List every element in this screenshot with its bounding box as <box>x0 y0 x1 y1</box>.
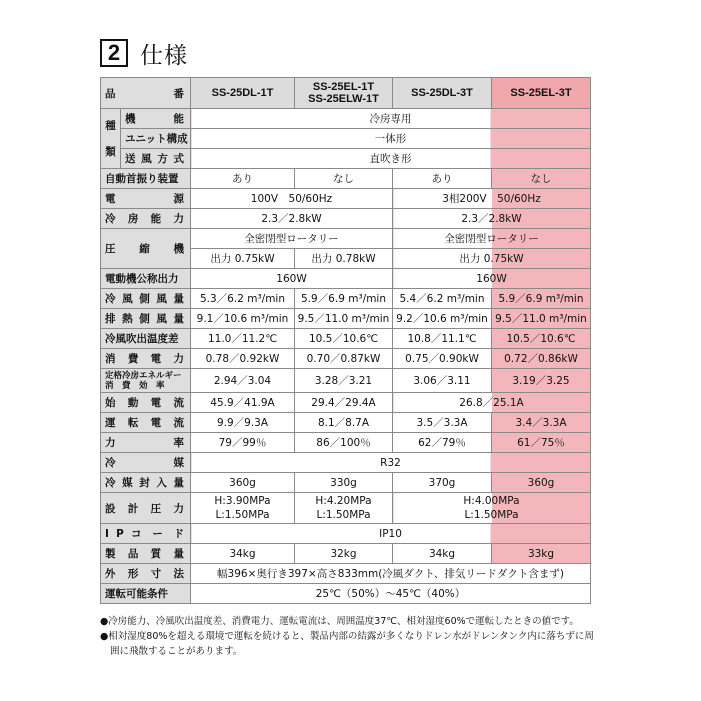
table-row <box>101 413 591 433</box>
model-label: 品 番 <box>101 78 191 109</box>
table-row <box>101 329 591 349</box>
model-3: SS-25DL-3T <box>393 78 492 109</box>
motor-value: 160W <box>191 269 393 289</box>
temp-diff-value: 11.0／11.2℃ <box>191 329 295 349</box>
exhaust-value: 9.1／10.6 m³/min <box>191 309 295 329</box>
model-2a: SS-25EL-1T <box>312 81 375 93</box>
table-row <box>101 453 591 473</box>
pressure-low: L:1.50MPa <box>464 509 519 521</box>
table-row <box>101 393 591 413</box>
swing-value: なし <box>295 169 393 189</box>
mass-value: 34kg <box>393 544 492 564</box>
cold-air-label: 冷 風 側 風 量 <box>101 289 191 309</box>
cold-air-value: 5.3／6.2 m³/min <box>191 289 295 309</box>
table-row <box>101 229 591 249</box>
table-row <box>101 544 591 564</box>
power-factor-value: 79／99％ <box>191 433 295 453</box>
start-current-value: 29.4／29.4A <box>295 393 393 413</box>
power-value: 100V 50/60Hz <box>191 189 393 209</box>
mass-value: 33kg <box>492 544 591 564</box>
table-row <box>101 433 591 453</box>
table-row <box>101 209 591 229</box>
table-row <box>101 524 591 544</box>
spec-table <box>100 77 591 604</box>
compressor-type: 全密閉型ロータリー <box>393 229 591 249</box>
charge-value: 360g <box>492 473 591 493</box>
footnote: ●相対湿度80%を超える環境で運転を続けると、製品内部の結露が多くなりドレン水がドレンタンク内に落ちずに周囲に飛散することがあります。 <box>100 631 594 657</box>
consumption-value: 0.72／0.86kW <box>492 349 591 369</box>
kind-char-2: 類 <box>105 145 116 158</box>
table-row <box>101 309 591 329</box>
table-row <box>101 269 591 289</box>
cold-air-value: 5.4／6.2 m³/min <box>393 289 492 309</box>
cold-air-value: 5.9／6.9 m³/min <box>295 289 393 309</box>
run-current-value: 9.9／9.3A <box>191 413 295 433</box>
table-row <box>101 349 591 369</box>
table-row <box>101 149 591 169</box>
pressure-value <box>295 493 393 524</box>
power-factor-value: 86／100％ <box>295 433 393 453</box>
charge-label: 冷 媒 封 入 量 <box>101 473 191 493</box>
consumption-value: 0.78／0.92kW <box>191 349 295 369</box>
run-current-value: 3.5／3.3A <box>393 413 492 433</box>
charge-value: 360g <box>191 473 295 493</box>
model-2b: SS-25ELW-1T <box>308 93 379 105</box>
airflow-value: 直吹き形 <box>191 149 591 169</box>
swing-value: あり <box>191 169 295 189</box>
temp-diff-value: 10.5／10.6℃ <box>492 329 591 349</box>
power-factor-value: 62／79％ <box>393 433 492 453</box>
pressure-high: H:3.90MPa <box>214 495 271 507</box>
compressor-output: 出力 0.75kW <box>393 249 591 269</box>
ip-label: I P コ ー ド <box>101 524 191 544</box>
table-row <box>101 169 591 189</box>
swing-label: 自動首振り装置 <box>101 169 191 189</box>
model-4: SS-25EL-3T <box>492 78 591 109</box>
table-row <box>101 129 591 149</box>
temp-diff-label: 冷風吹出温度差 <box>101 329 191 349</box>
power-label: 電 源 <box>101 189 191 209</box>
start-current-label: 始 動 電 流 <box>101 393 191 413</box>
table-row <box>101 473 591 493</box>
run-current-label: 運 転 電 流 <box>101 413 191 433</box>
consumption-value: 0.75／0.90kW <box>393 349 492 369</box>
efficiency-value: 3.28／3.21 <box>295 369 393 393</box>
kind-char-1: 種 <box>105 119 116 132</box>
run-current-value: 8.1／8.7A <box>295 413 393 433</box>
efficiency-value: 3.06／3.11 <box>393 369 492 393</box>
kind-label <box>101 109 121 169</box>
section-number: 2 <box>100 39 128 67</box>
mass-value: 32kg <box>295 544 393 564</box>
swing-value: なし <box>492 169 591 189</box>
capacity-value: 2.3／2.8kW <box>393 209 591 229</box>
table-row <box>101 493 591 524</box>
model-1: SS-25DL-1T <box>191 78 295 109</box>
pressure-high: H:4.20MPa <box>315 495 372 507</box>
charge-value: 330g <box>295 473 393 493</box>
charge-value: 370g <box>393 473 492 493</box>
dimension-label: 外 形 寸 法 <box>101 564 191 584</box>
efficiency-value: 3.19／3.25 <box>492 369 591 393</box>
start-current-value: 45.9／41.9A <box>191 393 295 413</box>
compressor-output: 出力 0.78kW <box>295 249 393 269</box>
table-row <box>101 109 591 129</box>
table-row <box>101 584 591 604</box>
temp-diff-value: 10.5／10.6℃ <box>295 329 393 349</box>
pressure-low: L:1.50MPa <box>215 509 270 521</box>
consumption-label: 消 費 電 力 <box>101 349 191 369</box>
pressure-label: 設 計 圧 力 <box>101 493 191 524</box>
refrigerant-value: R32 <box>191 453 591 473</box>
compressor-output: 出力 0.75kW <box>191 249 295 269</box>
condition-label: 運転可能条件 <box>101 584 191 604</box>
efficiency-value: 2.94／3.04 <box>191 369 295 393</box>
mass-value: 34kg <box>191 544 295 564</box>
pressure-low: L:1.50MPa <box>316 509 371 521</box>
ip-value: IP10 <box>191 524 591 544</box>
capacity-label: 冷 房 能 力 <box>101 209 191 229</box>
function-value: 冷房専用 <box>191 109 591 129</box>
compressor-type: 全密閉型ロータリー <box>191 229 393 249</box>
table-row <box>101 189 591 209</box>
run-current-value: 3.4／3.3A <box>492 413 591 433</box>
start-current-value: 26.8／25.1A <box>393 393 591 413</box>
table-row <box>101 564 591 584</box>
motor-value: 160W <box>393 269 591 289</box>
efficiency-label-1: 定格冷房エネルギー <box>105 370 182 381</box>
cold-air-value: 5.9／6.9 m³/min <box>492 289 591 309</box>
temp-diff-value: 10.8／11.1℃ <box>393 329 492 349</box>
exhaust-label: 排 熱 側 風 量 <box>101 309 191 329</box>
function-label: 機 能 <box>121 109 191 129</box>
model-2 <box>295 78 393 109</box>
consumption-value: 0.70／0.87kW <box>295 349 393 369</box>
exhaust-value: 9.5／11.0 m³/min <box>492 309 591 329</box>
power-factor-label: 力 率 <box>101 433 191 453</box>
power-value: 3相200V 50/60Hz <box>393 189 591 209</box>
unit-label: ユニット構成 <box>121 129 191 149</box>
motor-label: 電動機公称出力 <box>101 269 191 289</box>
power-factor-value: 61／75％ <box>492 433 591 453</box>
condition-value: 25℃（50%）～45℃（40%） <box>191 584 591 604</box>
compressor-label: 圧 縮 機 <box>101 229 191 269</box>
pressure-value <box>191 493 295 524</box>
footnotes <box>100 614 600 659</box>
pressure-value <box>393 493 591 524</box>
capacity-value: 2.3／2.8kW <box>191 209 393 229</box>
dimension-value: 幅396×奥行き397×高さ833mm(冷風ダクト、排気リードダクト含まず) <box>191 564 591 584</box>
efficiency-label-2: 消 費 効 率 <box>105 380 165 391</box>
section-title: 仕様 <box>140 42 188 69</box>
table-row <box>101 289 591 309</box>
mass-label: 製 品 質 量 <box>101 544 191 564</box>
table-row <box>101 369 591 393</box>
refrigerant-label: 冷 媒 <box>101 453 191 473</box>
pressure-high: H:4.00MPa <box>463 495 520 507</box>
section-header <box>100 36 188 70</box>
exhaust-value: 9.5／11.0 m³/min <box>295 309 393 329</box>
swing-value: あり <box>393 169 492 189</box>
airflow-label: 送 風 方 式 <box>121 149 191 169</box>
unit-value: 一体形 <box>191 129 591 149</box>
exhaust-value: 9.2／10.6 m³/min <box>393 309 492 329</box>
footnote: ●冷房能力、冷風吹出温度差、消費電力、運転電流は、周囲温度37℃、相対湿度60%で運転したときの値です。 <box>100 616 579 627</box>
efficiency-label <box>101 369 191 393</box>
table-header-row <box>101 78 591 109</box>
